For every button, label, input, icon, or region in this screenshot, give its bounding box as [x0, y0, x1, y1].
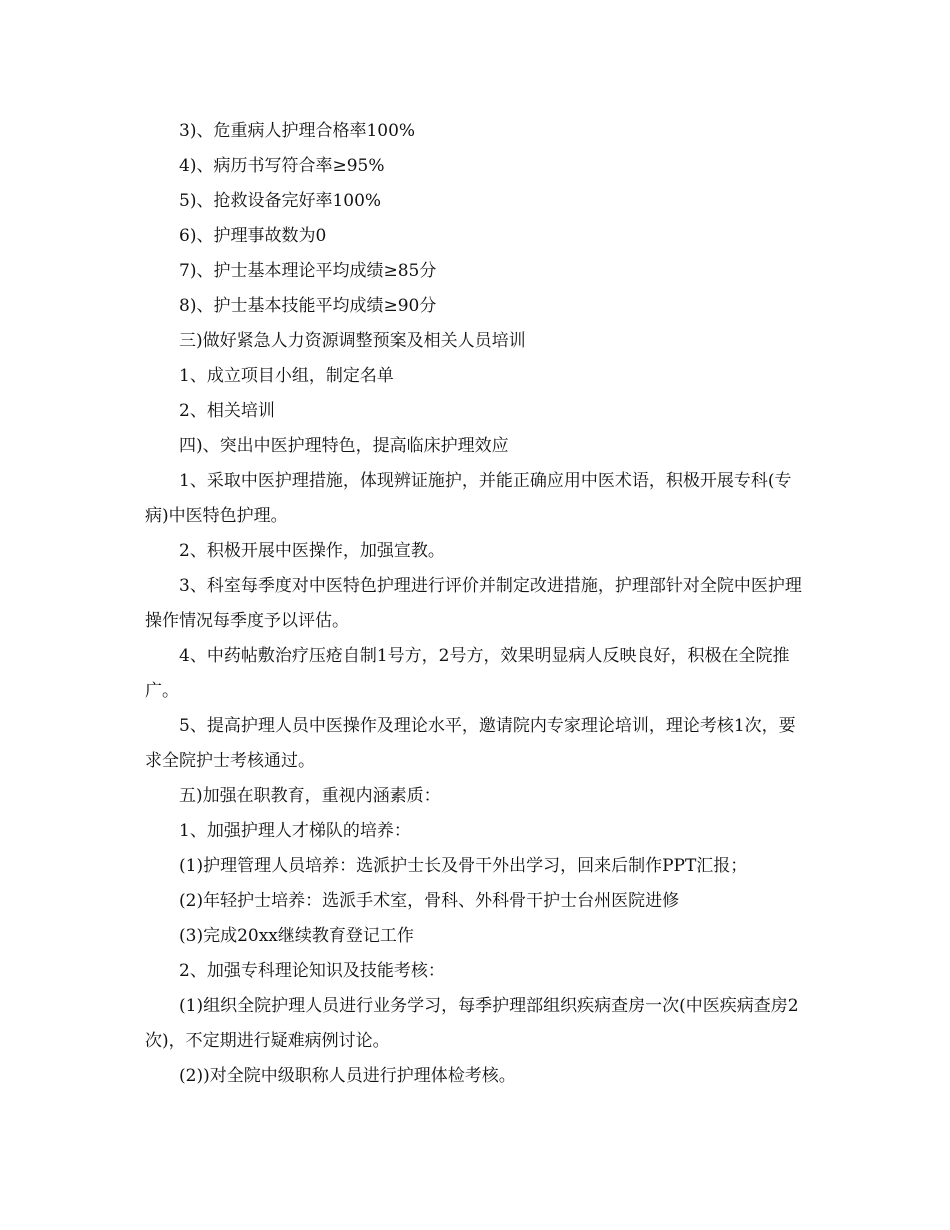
paragraph-3: 5)、抢救设备完好率100%	[179, 191, 382, 211]
paragraph-20: (3)完成20xx继续教育登记工作	[179, 926, 414, 946]
paragraph-12: 2、积极开展中医操作，加强宣教。	[179, 541, 445, 561]
section-heading-5: 五)加强在职教育，重视内涵素质：	[179, 786, 441, 806]
document-body	[145, 114, 810, 1094]
paragraph-1: 3)、危重病人护理合格率100%	[179, 121, 416, 141]
paragraph-11: 1、采取中医护理措施，体现辨证施护，并能正确应用中医术语，积极开展专科(专病)中医特色护理。	[145, 471, 792, 526]
paragraph-9: 2、相关培训	[179, 401, 275, 421]
paragraph-14: 4、中药帖敷治疗压疮自制1号方，2号方，效果明显病人反映良好，积极在全院推广。	[145, 646, 790, 701]
paragraph-4: 6)、护理事故数为0	[179, 226, 327, 246]
section-heading-4: 四)、突出中医护理特色，提高临床护理效应	[179, 436, 509, 456]
paragraph-15: 5、提高护理人员中医操作及理论水平，邀请院内专家理论培训，理论考核1次，要求全院护士考核通过。	[145, 716, 796, 771]
paragraph-19: (2)年轻护士培养：选派手术室，骨科、外科骨干护士台州医院进修	[179, 891, 680, 911]
paragraph-23: (2))对全院中级职称人员进行护理体检考核。	[179, 1066, 516, 1086]
paragraph-18: (1)护理管理人员培养：选派护士长及骨干外出学习，回来后制作PPT汇报；	[179, 856, 748, 876]
paragraph-2: 4)、病历书写符合率≥95%	[179, 156, 385, 176]
paragraph-5: 7)、护士基本理论平均成绩≥85分	[179, 261, 437, 281]
paragraph-13: 3、科室每季度对中医特色护理进行评价并制定改进措施，护理部针对全院中医护理操作情况每季度予以评估。	[145, 576, 802, 631]
paragraph-6: 8)、护士基本技能平均成绩≥90分	[179, 296, 437, 316]
paragraph-21: 2、加强专科理论知识及技能考核：	[179, 961, 445, 981]
paragraph-22: (1)组织全院护理人员进行业务学习，每季护理部组织疾病查房一次(中医疾病查房2次)，不定期进行疑难病例讨论。	[145, 996, 799, 1051]
paragraph-8: 1、成立项目小组，制定名单	[179, 366, 394, 386]
section-heading-3: 三)做好紧急人力资源调整预案及相关人员培训	[179, 331, 526, 351]
paragraph-17: 1、加强护理人才梯队的培养：	[179, 821, 411, 841]
